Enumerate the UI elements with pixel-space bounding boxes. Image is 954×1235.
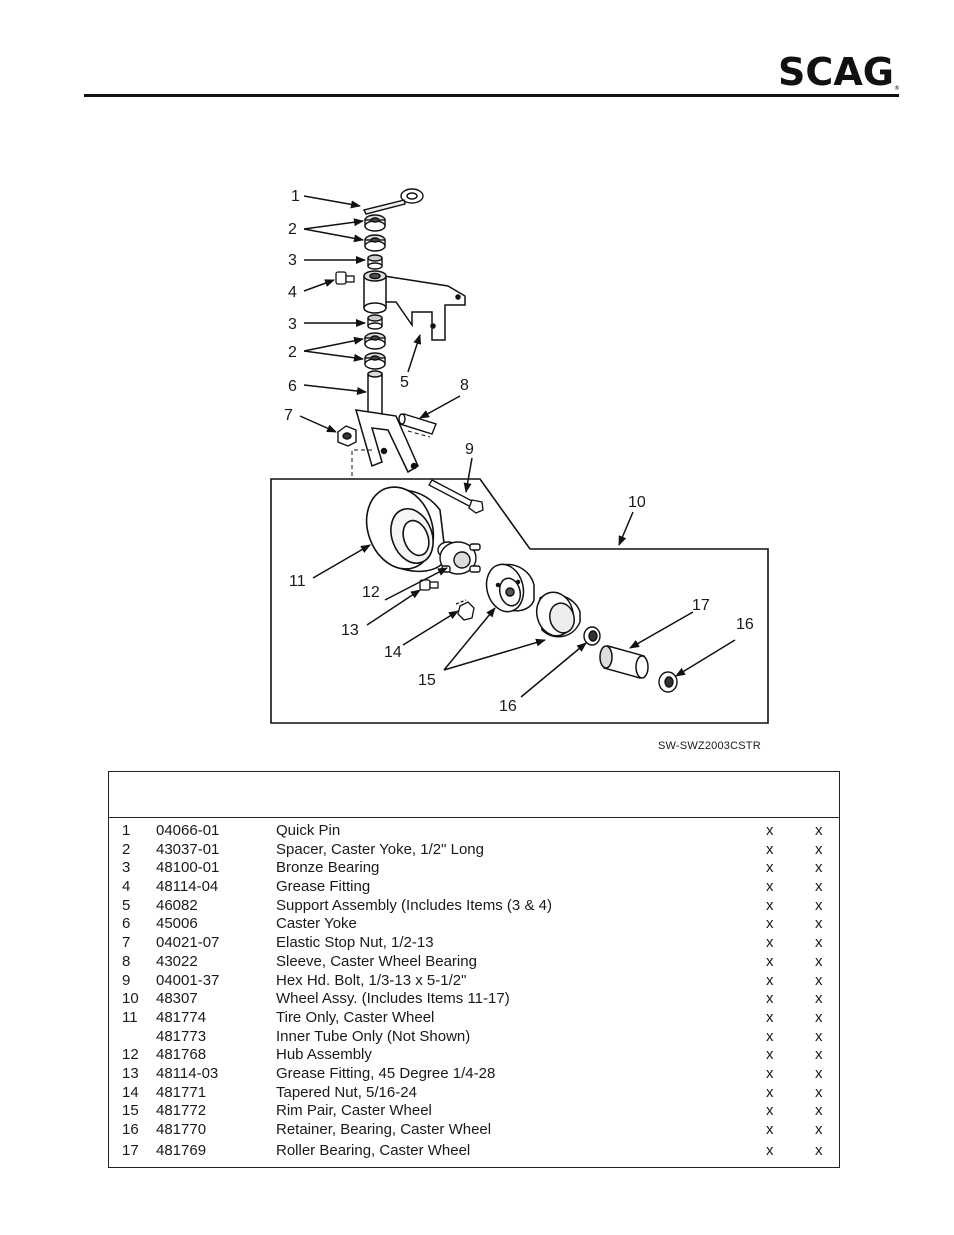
model-mark-1: x: [766, 971, 774, 989]
support-assembly-part: [364, 271, 465, 340]
callout-7: 7: [284, 407, 293, 424]
part-description: Elastic Stop Nut, 1/2-13: [276, 934, 434, 952]
part-number: 43022: [156, 952, 198, 970]
sleeve-part: [399, 414, 436, 434]
ref-number: 3: [122, 859, 131, 877]
table-row: [109, 859, 839, 878]
ref-number: 6: [122, 915, 131, 933]
model-mark-2: x: [815, 1027, 823, 1045]
scag-logo-text: SCAG: [778, 52, 894, 92]
model-mark-2: x: [815, 822, 823, 839]
table-header: [109, 772, 839, 818]
model-mark-2: x: [815, 1121, 823, 1138]
model-mark-1: x: [766, 1064, 774, 1082]
ref-number: 7: [122, 934, 131, 952]
tapered-nut-part: [456, 600, 474, 620]
quick-pin-part: [364, 189, 423, 214]
ref-number: 9: [122, 971, 131, 989]
spacer-parts-bottom: [365, 333, 385, 369]
leader-arrows: [300, 196, 735, 697]
model-mark-2: x: [815, 1064, 823, 1082]
grease-fitting-45-part: [420, 580, 438, 590]
part-number: 481773: [156, 1027, 207, 1045]
callout-3-top: 3: [288, 252, 297, 269]
table-row: [109, 897, 839, 916]
table-row: [109, 1102, 839, 1121]
callout-9: 9: [465, 441, 474, 458]
part-number: 48100-01: [156, 859, 220, 877]
table-row: [109, 953, 839, 972]
part-description: Quick Pin: [276, 822, 341, 839]
retainer-part-left: [584, 627, 600, 645]
ref-number: 17: [122, 1141, 139, 1159]
registered-mark: ®: [894, 85, 900, 92]
table-row: [109, 1028, 839, 1047]
ref-number: 13: [122, 1064, 139, 1082]
part-description: Inner Tube Only (Not Shown): [276, 1027, 471, 1045]
part-description: Tire Only, Caster Wheel: [276, 1008, 435, 1026]
callout-13: 13: [341, 622, 359, 639]
model-mark-1: x: [766, 1008, 774, 1026]
callout-2-bottom: 2: [288, 344, 297, 361]
callout-16-right: 16: [736, 616, 754, 633]
part-number: 04066-01: [156, 822, 220, 839]
table-row: [109, 1142, 839, 1161]
table-row: [109, 1084, 839, 1103]
part-number: 481769: [156, 1141, 207, 1159]
rim-part-right: [532, 588, 580, 640]
parts-list-table: [108, 771, 840, 1168]
callout-17: 17: [692, 597, 710, 614]
part-number: 481768: [156, 1046, 207, 1064]
model-mark-2: x: [815, 1102, 823, 1120]
table-row: [109, 1065, 839, 1084]
model-mark-2: x: [815, 840, 823, 858]
part-description: Caster Yoke: [276, 915, 357, 933]
ref-number: 11: [122, 1008, 138, 1026]
table-row: [109, 915, 839, 934]
table-body: [109, 818, 839, 1160]
part-number: 43037-01: [156, 840, 220, 858]
ref-number: 2: [122, 840, 131, 858]
part-description: Support Assembly (Includes Items (3 & 4): [276, 896, 552, 914]
part-description: Grease Fitting: [276, 878, 371, 896]
callout-12: 12: [362, 584, 380, 601]
part-number: 481774: [156, 1008, 207, 1026]
table-row: [109, 972, 839, 991]
part-description: Grease Fitting, 45 Degree 1/4-28: [276, 1064, 496, 1082]
ref-number: 15: [122, 1102, 139, 1120]
model-mark-2: x: [815, 896, 823, 914]
ref-number: 8: [122, 952, 131, 970]
part-description: Rim Pair, Caster Wheel: [276, 1102, 432, 1120]
callout-1: 1: [291, 188, 300, 205]
model-mark-2: x: [815, 1008, 823, 1026]
ref-number: 4: [122, 878, 131, 896]
part-description: Roller Bearing, Caster Wheel: [276, 1141, 471, 1159]
model-mark-2: x: [815, 1141, 823, 1159]
part-number: 48114-03: [156, 1064, 219, 1082]
table-row: [109, 1121, 839, 1140]
part-number: 481772: [156, 1102, 207, 1120]
callout-15: 15: [418, 672, 436, 689]
model-mark-1: x: [766, 915, 774, 933]
model-mark-1: x: [766, 1102, 774, 1120]
ref-number: 12: [122, 1046, 139, 1064]
retainer-part-right: [659, 672, 677, 692]
roller-bearing-part: [600, 646, 648, 678]
model-mark-1: x: [766, 934, 774, 952]
callout-10: 10: [628, 494, 646, 511]
callout-16-left: 16: [499, 698, 517, 715]
callout-5: 5: [400, 374, 409, 391]
model-mark-2: x: [815, 990, 823, 1008]
table-row: [109, 1046, 839, 1065]
callout-14: 14: [384, 644, 402, 661]
model-mark-2: x: [815, 878, 823, 896]
part-description: Spacer, Caster Yoke, 1/2" Long: [276, 840, 484, 858]
part-description: Hub Assembly: [276, 1046, 372, 1064]
callout-11: 11: [289, 573, 306, 590]
model-mark-1: x: [766, 952, 774, 970]
rim-part-left: [481, 560, 534, 616]
ref-number: 5: [122, 896, 131, 914]
part-description: Sleeve, Caster Wheel Bearing: [276, 952, 477, 970]
spacer-parts-top: [365, 215, 385, 251]
ref-number: 10: [122, 990, 139, 1008]
bronze-bearing-top: [368, 255, 382, 269]
model-mark-1: x: [766, 878, 774, 896]
grease-fitting-part: [336, 272, 354, 284]
figure-code: SW-SWZ2003CSTR: [658, 740, 761, 752]
callout-6: 6: [288, 378, 297, 395]
table-row: [109, 934, 839, 953]
part-number: 48307: [156, 990, 198, 1008]
part-number: 45006: [156, 915, 198, 933]
part-description: Wheel Assy. (Includes Items 11-17): [276, 990, 510, 1008]
part-description: Hex Hd. Bolt, 1/3-13 x 5-1/2": [276, 971, 467, 989]
model-mark-2: x: [815, 934, 823, 952]
stop-nut-part: [338, 426, 356, 446]
part-number: 481770: [156, 1121, 207, 1138]
table-row: [109, 878, 839, 897]
table-row: [109, 822, 839, 841]
model-mark-2: x: [815, 952, 823, 970]
ref-number: 14: [122, 1083, 139, 1101]
table-row: [109, 1009, 839, 1028]
part-description: Bronze Bearing: [276, 859, 380, 877]
model-mark-2: x: [815, 971, 823, 989]
model-mark-1: x: [766, 859, 774, 877]
bronze-bearing-bottom: [368, 315, 382, 329]
part-description: Tapered Nut, 5/16-24: [276, 1083, 417, 1101]
model-mark-1: x: [766, 896, 774, 914]
model-mark-1: x: [766, 822, 774, 839]
ref-number: 16: [122, 1121, 139, 1138]
model-mark-1: x: [766, 1083, 774, 1101]
model-mark-2: x: [815, 859, 823, 877]
model-mark-1: x: [766, 1141, 774, 1159]
callout-2-top: 2: [288, 221, 297, 238]
part-number: 04021-07: [156, 934, 220, 952]
model-mark-1: x: [766, 1027, 774, 1045]
tire-part: [356, 478, 446, 579]
ref-number: 1: [122, 822, 131, 839]
callout-3-bottom: 3: [288, 316, 297, 333]
model-mark-2: x: [815, 1083, 823, 1101]
part-number: 46082: [156, 896, 198, 914]
part-number: 481771: [156, 1083, 207, 1101]
callout-8: 8: [460, 377, 469, 394]
model-mark-1: x: [766, 990, 774, 1008]
part-description: Retainer, Bearing, Caster Wheel: [276, 1121, 492, 1138]
model-mark-1: x: [766, 840, 774, 858]
model-mark-2: x: [815, 915, 823, 933]
model-mark-2: x: [815, 1046, 823, 1064]
model-mark-1: x: [766, 1121, 774, 1138]
table-row: [109, 841, 839, 860]
part-number: 48114-04: [156, 878, 219, 896]
table-row: [109, 990, 839, 1009]
model-mark-1: x: [766, 1046, 774, 1064]
part-number: 04001-37: [156, 971, 220, 989]
callout-4: 4: [288, 284, 297, 301]
